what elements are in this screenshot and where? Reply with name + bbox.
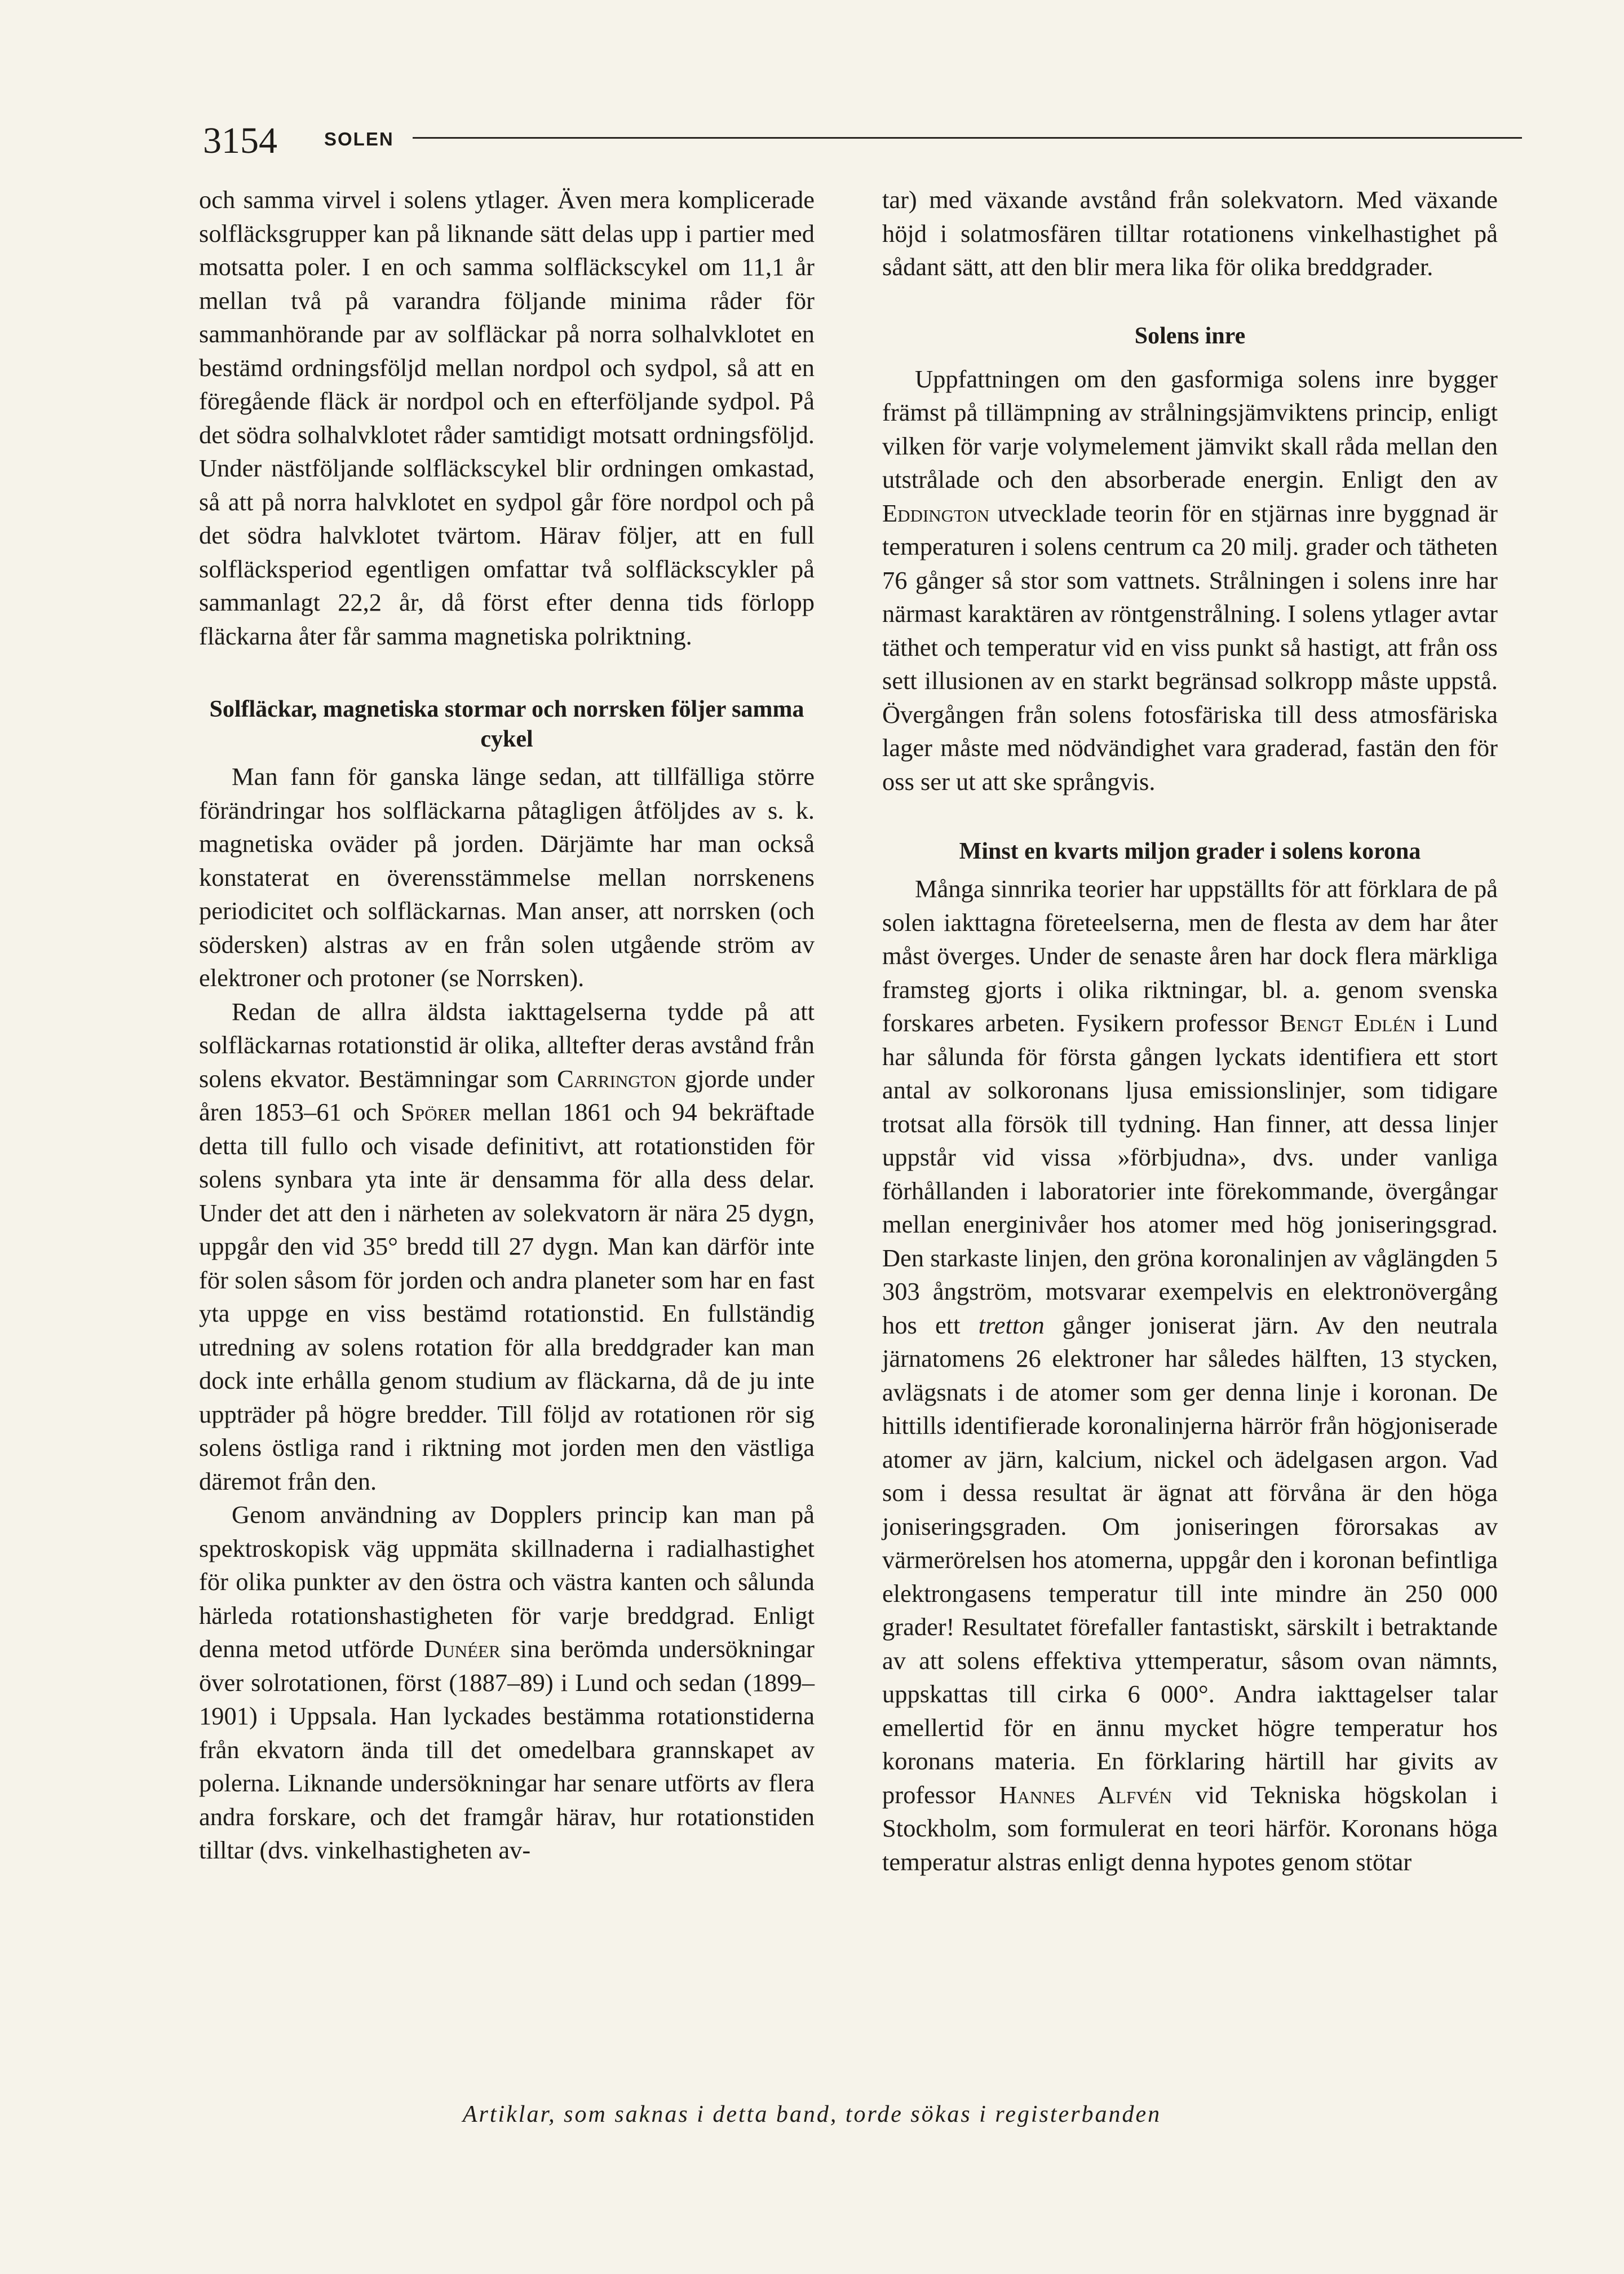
page-header	[203, 116, 1522, 166]
text-run: gånger joniserat järn. Av den neutrala järnatomens 26 elektroner har således hälften, 13 stycken, avlägsnats i de atomer som ger denna linje i koronan. De hittills identifierade koronalinjerna härrör från högjoniserade atomer av järn, kalcium, nickel och ädelgasen argon. Vad som i dessa resultat är ägnat att förvåna är den höga joniseringsgraden. Om joniseringen förorsakas av värmerörelsen hos atomerna, uppgår den i koronan befintliga elektrongasens temperatur till inte mindre än 250 000 grader! Resultatet förefaller fantastiskt, särskilt i betraktande av att solens effektiva yttemperatur, såsom ovan nämnts, uppskattas till cirka 6 000°. Andra iakttagelser talar emellertid för en ännu mycket högre temperatur hos koronans materia. En förklaring härtill har givits av professor	[882, 1310, 1498, 1809]
left-column	[199, 183, 815, 1867]
page-number: 3154	[203, 120, 277, 161]
paragraph	[199, 1498, 815, 1867]
section-heading: Minst en kvarts miljon grader i solens korona	[959, 838, 1421, 864]
person-name: Dunéer	[424, 1635, 501, 1663]
text-run: mellan 1861 och 94 bekräftade detta till fullo och visade definitivt, att rotationstiden för solens synbara yta inte är densamma för alla dess delar. Under det att den i närheten av solekvatorn är nära 25 dygn, uppgår den vid 35° bredd till 27 dygn. Man kan därför inte för solen såsom för jorden och andra planeter som har en fast yta uppge en viss bestämd rotationstid. En fullständig utredning av solens rotation för alla breddgrader kan man dock inte erhålla genom studium av fläckarna, då de ju inte uppträder på högre bredder. Till följd av rotationen rör sig solens östliga rand i riktning mot jorden men den västliga däremot från den.	[199, 1098, 815, 1495]
paragraph: tar) med växande avstånd från solekvatorn. Med växande höjd i solatmosfären tilltar rotationens vinkelhastighet på sådant sätt, att den blir mera lika för olika breddgrader.	[882, 186, 1498, 281]
emphasis: tretton	[978, 1310, 1045, 1339]
text-run: Genom användning av Dopplers princip kan man på spektroskopisk väg uppmäta skillnaderna i radialhastighet för olika punkter av den östra och västra kanten och sålunda härleda rotationshastigheten för varje breddgrad. Enligt denna metod utförde	[199, 1500, 815, 1663]
person-name: Bengt Edlén	[1279, 1009, 1416, 1037]
header-rule	[413, 137, 1522, 139]
person-name: Spörer	[401, 1098, 471, 1126]
text-run: gjorde under åren 1853–61 och	[199, 1064, 815, 1126]
text-run: vid Tekniska högskolan i Stockholm, som formulerat en teori härför. Koronans höga temperatur alstras enligt denna hypotes genom stötar	[882, 1780, 1498, 1876]
paragraph	[882, 363, 1498, 799]
text-run: Uppfattningen om den gasformiga solens inre bygger främst på tillämpning av strålningsjämviktens princip, enligt vilken för varje volymelement jämvikt skall råda mellan den utstrålade och den absorberade energin. Enligt den av	[882, 364, 1498, 493]
paragraph	[199, 995, 815, 1499]
text-run: Redan de allra äldsta iakttagelserna tydde på att solfläckarnas rotationstid är olika, alltefter deras avstånd från solens ekvator. Bestämningar som	[199, 997, 815, 1093]
section-heading: Solfläckar, magnetiska stormar och norrsken följer samma cykel	[209, 696, 804, 752]
person-name: Hannes Alfvén	[999, 1780, 1172, 1809]
paragraph	[882, 872, 1498, 1879]
person-name: Carrington	[557, 1064, 676, 1093]
running-head: SOLEN	[324, 129, 394, 149]
text-run: Många sinnrika teorier har uppställts för att förklara de på solen iakttagna företeelserna, men de flesta av dem har åter måst överges. Under de senaste åren har dock flera märkliga framsteg gjorts i olika riktningar, bl. a. genom svenska forskares arbeten. Fysikern professor	[882, 875, 1498, 1037]
footer-note: Artiklar, som saknas i detta band, torde sökas i registerbanden	[462, 2101, 1162, 2127]
section-heading: Solens inre	[1134, 323, 1246, 349]
text-run: utvecklade teorin för en stjärnas inre byggnad är temperaturen i solens centrum ca 20 milj. grader och tätheten 76 gånger så stor som vattnets. Strålningen i solens inre har närmast karaktären av röntgenstrålning. I solens ytlager avtar täthet och temperatur vid en viss punkt så hastigt, att från oss sett illusionen av en starkt begränsad solkropp måste uppstå. Övergången från solens fotosfäriska till dess atmosfäriska lager måste med nödvändighet vara graderad, fastän den för oss ser ut att ske språngvis.	[882, 498, 1498, 796]
text-run: sina berömda undersökningar över solrotationen, först (1887–89) i Lund och sedan (1899–1901) i Uppsala. Han lyckades bestämma rotationstiderna från ekvatorn ända till det omedelbara grannskapet av polerna. Liknande undersökningar har senare utförts av flera andra forskare, och det framgår härav, hur rotationstiden tilltar (dvs. vinkelhastigheten av-	[199, 1635, 815, 1864]
text-run: i Lund har sålunda för första gången lyckats identifiera ett stort antal av solkoronans ljusa emissionslinjer, som tidigare trotsat alla försök till tydning. Han finner, att dessa linjer uppstår vid vissa »förbjudna», dvs. under vanliga förhållanden i laboratorier inte förekommande, övergångar mellan energinivåer hos atomer med hög joniseringsgrad. Den starkaste linjen, den gröna koronalinjen av våglängden 5 303 ångström, motsvarar exempelvis en elektronövergång hos ett	[882, 1009, 1498, 1339]
paragraph: Man fann för ganska länge sedan, att tillfälliga större förändringar hos solfläckarna påtagligen åtföljdes av s. k. magnetiska oväder på jorden. Därjämte har man också konstaterat en överensstämmelse mellan norrskenens periodicitet och solfläckarnas. Man anser, att norrsken (och södersken) alstras av en från solen utgående ström av elektroner och protoner (se Norrsken).	[199, 762, 815, 992]
right-column	[882, 183, 1498, 1879]
paragraph: och samma virvel i solens ytlager. Även mera komplicerade solfläcksgrupper kan på liknande sätt delas upp i partier med motsatta poler. I en och samma solfläckscykel om 11,1 år mellan två på varandra följande minima råder för sammanhörande par av solfläckar på norra solhalvklotet en bestämd ordningsföljd mellan nordpol och sydpol, så att en föregående fläck är nordpol och en efterföljande sydpol. På det södra solhalvklotet råder samtidigt motsatt ordningsföljd. Under nästföljande solfläckscykel blir ordningen omkastad, så att på norra halvklotet en sydpol går före nordpol och på det södra halvklotet tvärtom. Härav följer, att en full solfläcksperiod egentligen omfattar två solfläckscykler på sammanlagt 22,2 år, då först efter denna tids förlopp fläckarna åter får samma magnetiska polriktning.	[199, 186, 815, 650]
person-name: Eddington	[882, 498, 990, 527]
